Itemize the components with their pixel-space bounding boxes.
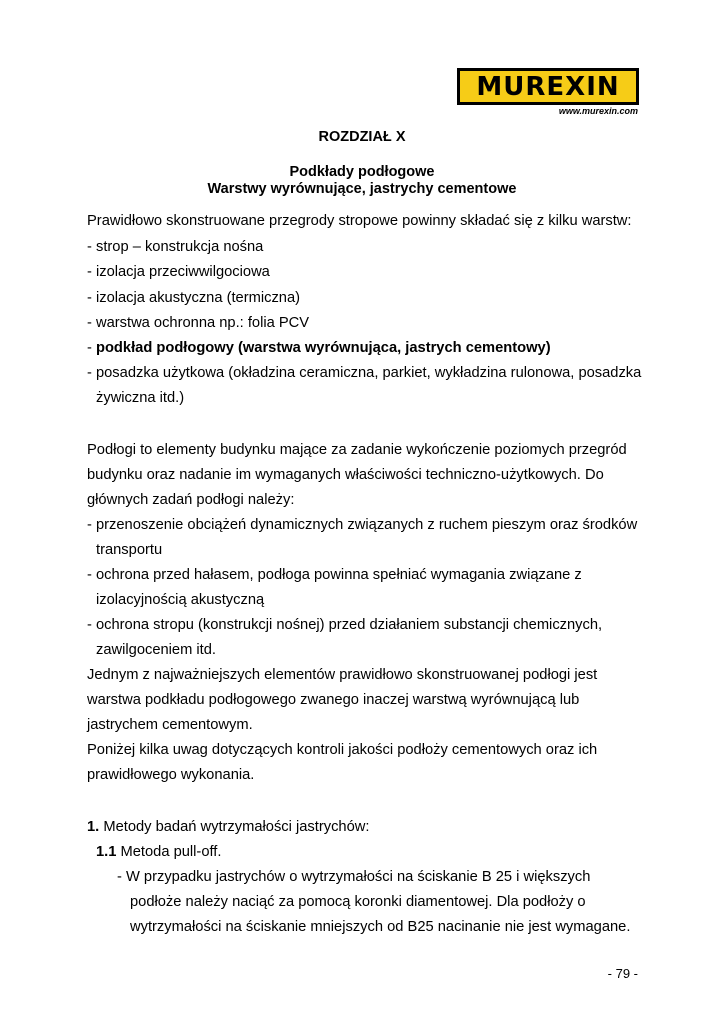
section-1-1-number: 1.1 [96, 844, 117, 860]
layer-bold-prefix: - [87, 340, 96, 356]
layer-item: - izolacja przeciwwilgociowa [87, 264, 270, 280]
section-1-text: Metody badań wytrzymałości jastrychów: [99, 819, 370, 835]
section-1-1-line: wytrzymałości na ściskanie mniejszych od B25 nacinanie nie jest wymagane. [130, 919, 631, 935]
section-1-1-line: - W przypadku jastrychów o wytrzymałości na ściskanie B 25 i większych [117, 869, 591, 885]
paragraph-line: jastrychem cementowym. [87, 717, 253, 733]
paragraph-line: prawidłowego wykonania. [87, 767, 255, 783]
murexin-logo [457, 68, 639, 105]
paragraph-line: warstwa podkładu podłogowego zwanego inaczej warstwą wyrównującą lub [87, 692, 580, 708]
layer-item-bold [87, 340, 551, 356]
layer-item: - warstwa ochronna np.: folia PCV [87, 315, 310, 331]
logo-url: www.murexin.com [558, 106, 638, 116]
task-item-continuation: zawilgoceniem itd. [96, 642, 217, 658]
task-item-continuation: izolacyjnością akustyczną [96, 592, 265, 608]
section-1-1-line: podłoże należy naciąć za pomocą koronki diamentowej. Dla podłoży o [130, 894, 586, 910]
paragraph-line: głównych zadań podłogi należy: [87, 492, 295, 508]
paragraph-line: Poniżej kilka uwag dotyczących kontroli jakości podłoży cementowych oraz ich [87, 742, 598, 758]
layer-item: - posadzka użytkowa (okładzina ceramiczna, parkiet, wykładzina rulonowa, posadzka [87, 365, 642, 381]
paragraph-line: budynku oraz nadanie im wymaganych właściwości techniczno-użytkowych. Do [87, 467, 604, 483]
layer-item-continuation: żywiczna itd.) [96, 390, 185, 406]
chapter-heading: ROZDZIAŁ X [318, 129, 406, 145]
logo-brand-text: MUREXIN [460, 71, 636, 102]
section-1-heading [87, 819, 369, 835]
title-line-1: Podkłady podłogowe [289, 164, 435, 180]
task-item: - ochrona przed hałasem, podłoga powinna spełniać wymagania związane z [87, 567, 582, 583]
paragraph-line: Podłogi to elementy budynku mające za zadanie wykończenie poziomych przegród [87, 442, 627, 458]
layer-item: - strop – konstrukcja nośna [87, 239, 264, 255]
section-1-1-text: Metoda pull-off. [116, 844, 222, 860]
title-line-2: Warstwy wyrównujące, jastrychy cementowe [207, 181, 517, 197]
layer-bold-text: podkład podłogowy (warstwa wyrównująca, jastrych cementowy) [95, 340, 551, 356]
section-1-1-heading [96, 844, 221, 860]
paragraph-line: Jednym z najważniejszych elementów prawidłowo skonstruowanej podłogi jest [87, 667, 598, 683]
page-number: - 79 - [607, 966, 638, 981]
section-1-number: 1. [87, 819, 100, 835]
task-item: - przenoszenie obciążeń dynamicznych związanych z ruchem pieszym oraz środków [87, 517, 638, 533]
task-item-continuation: transportu [96, 542, 163, 558]
layer-item: - izolacja akustyczna (termiczna) [87, 290, 301, 306]
task-item: - ochrona stropu (konstrukcji nośnej) przed działaniem substancji chemicznych, [87, 617, 603, 633]
intro-text: Prawidłowo skonstruowane przegrody stropowe powinny składać się z kilku warstw: [87, 213, 632, 229]
